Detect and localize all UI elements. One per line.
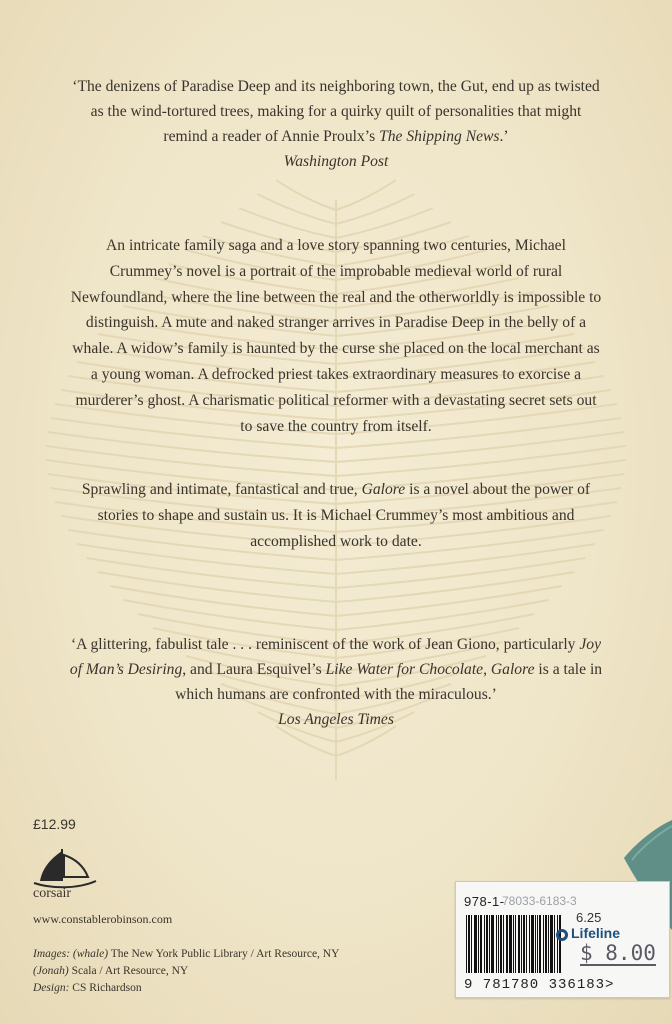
synopsis-line: whale. A widow’s family is haunted by the curse she placed on the local merchant as: [72, 340, 600, 358]
quote-text: .’: [499, 128, 509, 145]
watermark-branch: [87, 558, 336, 588]
barcode-bar: [524, 915, 525, 973]
quote-line: which humans are confronted with the miraculous.’: [175, 686, 497, 703]
book-title-galore: Galore: [361, 481, 406, 498]
lifeline-logo-icon: [556, 929, 568, 941]
barcode-bar: [531, 915, 532, 973]
quote-line: [0, 657, 672, 682]
barcode-bar: [540, 915, 541, 973]
watermark-branch: [336, 558, 585, 588]
quote-text: , and Laura Esquivel’s: [182, 661, 326, 678]
barcode-bar: [481, 915, 482, 973]
book-title-joy: Joy: [579, 636, 602, 653]
quote-line: ‘The denizens of Paradise Deep and its neighboring town, the Gut, end up as twisted: [72, 78, 600, 95]
barcode-bar: [537, 915, 538, 973]
barcode-bar: [489, 915, 490, 973]
credit-label: Design:: [33, 982, 70, 994]
quote-line: as the wind-tortured trees, making for a quirky quilt of personalities that might: [90, 103, 582, 120]
barcode-bar: [469, 915, 470, 973]
credit-label: Images:: [33, 948, 71, 960]
barcode-bar: [506, 915, 507, 973]
watermark-branch: [336, 194, 415, 224]
credit-label: (Jonah): [33, 965, 69, 977]
watermark-branch: [276, 180, 336, 210]
watermark-branch: [110, 586, 336, 616]
handwritten-price: $ 8.00: [580, 941, 656, 965]
store-name: Lifeline: [571, 925, 621, 941]
quote-line: [0, 124, 672, 149]
image-credits: [33, 946, 339, 997]
price-barcode-sticker: [455, 881, 670, 998]
watermark-branch: [336, 600, 549, 630]
barcode-bar: [471, 915, 472, 973]
barcode-bar: [551, 915, 552, 973]
barcode-bar: [501, 915, 502, 973]
barcode-bar: [550, 915, 551, 973]
barcode-bar: [529, 915, 530, 973]
review-quote-washington-post: [0, 74, 672, 174]
quote-text: ,: [483, 661, 491, 678]
isbn-faded-text: 78033-6183-3: [502, 894, 577, 908]
barcode-bar: [552, 915, 553, 973]
lifeline-store-label: [556, 925, 620, 941]
barcode-number: 9 781780 336183: [464, 977, 606, 993]
barcode-bar: [466, 915, 467, 973]
watermark-branch: [123, 600, 336, 630]
quote-line: [0, 632, 672, 657]
barcode-bars: [466, 915, 561, 973]
barcode-bar: [515, 915, 516, 973]
barcode-bar: [468, 915, 469, 973]
barcode-bar: [492, 915, 493, 973]
barcode-bar: [487, 915, 488, 973]
barcode-bar: [545, 915, 546, 973]
barcode-bar: [557, 915, 558, 973]
watermark-branch: [336, 572, 574, 602]
credit-text: CS Richardson: [69, 982, 142, 994]
barcode-bar: [532, 915, 533, 973]
barcode-bar: [513, 915, 514, 973]
barcode-bar: [500, 915, 501, 973]
watermark-branch: [98, 572, 336, 602]
barcode-bar: [519, 915, 520, 973]
watermark-branch: [46, 446, 336, 476]
quote-attribution: Washington Post: [283, 153, 389, 170]
barcode-bar: [510, 915, 511, 973]
book-title-mans-desiring: of Man’s Desiring: [69, 661, 183, 678]
barcode-bar: [535, 915, 536, 973]
credit-text: The New York Public Library / Art Resource, NY: [108, 948, 340, 960]
barcode-bar: [533, 915, 534, 973]
summary-line: [0, 477, 672, 503]
summary-line: stories to shape and sustain us. It is Michael Crummey’s most ambitious and: [97, 506, 575, 524]
barcode-bar: [526, 915, 527, 973]
credit-line-whale: [33, 946, 339, 963]
barcode-bar: [554, 915, 555, 973]
synopsis-line: distinguish. A mute and naked stranger arrives in Paradise Deep in the belly of a: [85, 314, 587, 332]
publisher-website: www.constablerobinson.com: [33, 912, 173, 926]
barcode-bar: [475, 915, 476, 973]
watermark-branch: [336, 446, 626, 476]
barcode-bar: [511, 915, 512, 973]
credit-text: Scala / Art Resource, NY: [68, 965, 189, 977]
barcode-bar: [478, 915, 479, 973]
barcode-bar: [518, 915, 519, 973]
barcode-bar: [560, 915, 561, 973]
credit-line-jonah: [33, 963, 339, 980]
quote-text: ‘A glittering, fabulist tale . . . reminiscent of the work of Jean Giono, particularly: [70, 636, 580, 653]
barcode-bar: [523, 915, 524, 973]
credit-label: (whale): [72, 948, 109, 960]
watermark-branch: [336, 586, 562, 616]
price-code: 6.25: [576, 910, 602, 925]
barcode-bar: [498, 915, 499, 973]
barcode-tail: >: [605, 977, 615, 993]
synopsis-line: Newfoundland, where the line between the real and the otherworldly is impossible to: [70, 288, 602, 306]
quote-text: is a tale in: [534, 661, 603, 678]
quote-text: remind a reader of Annie Proulx’s: [163, 128, 380, 145]
barcode-bar: [559, 915, 560, 973]
barcode-bar: [521, 915, 522, 973]
barcode-bar: [484, 915, 485, 973]
synopsis-line: to save the country from itself.: [240, 417, 432, 435]
barcode-bar: [543, 915, 544, 973]
synopsis-line: Crummey’s novel is a portrait of the improbable medieval world of rural: [109, 262, 563, 280]
credit-line-design: [33, 980, 339, 997]
summary-text: is a novel about the power of: [405, 481, 591, 498]
watermark-branch: [257, 194, 336, 224]
barcode-bar: [539, 915, 540, 973]
barcode-bar: [496, 915, 497, 973]
synopsis-paragraph: [0, 233, 672, 439]
watermark-branch: [336, 180, 396, 210]
review-quote-los-angeles-times: [0, 632, 672, 732]
summary-line: accomplished work to date.: [250, 532, 422, 550]
isbn-prefix: 978-1-: [464, 894, 505, 909]
quote-attribution: Los Angeles Times: [278, 711, 394, 728]
book-title-like-water: Like Water for Chocolate: [325, 661, 484, 678]
barcode-bar: [474, 915, 475, 973]
book-title-shipping-news: The Shipping News: [379, 128, 500, 145]
publisher-name: corsair: [33, 886, 72, 901]
barcode-bar: [503, 915, 504, 973]
barcode-bar: [507, 915, 508, 973]
barcode-bar: [476, 915, 477, 973]
summary-text: Sprawling and intimate, fantastical and true,: [81, 481, 362, 498]
barcode-bar: [548, 915, 549, 973]
barcode-bar: [480, 915, 481, 973]
synopsis-line: murderer’s ghost. A charismatic political reformer with a devastating secret sets out: [75, 391, 597, 409]
barcode-bar: [546, 915, 547, 973]
synopsis-line: An intricate family saga and a love story spanning two centuries, Michael: [106, 237, 566, 254]
book-title-galore: Galore: [490, 661, 535, 678]
summary-paragraph: [0, 477, 672, 554]
barcode-bar: [493, 915, 494, 973]
price-label: £12.99: [33, 816, 76, 832]
barcode-bar: [509, 915, 510, 973]
synopsis-line: a young woman. A defrocked priest takes extraordinary measures to exorcise a: [90, 365, 582, 383]
barcode-bar: [491, 915, 492, 973]
barcode-digits: [464, 977, 614, 993]
barcode-bar: [486, 915, 487, 973]
